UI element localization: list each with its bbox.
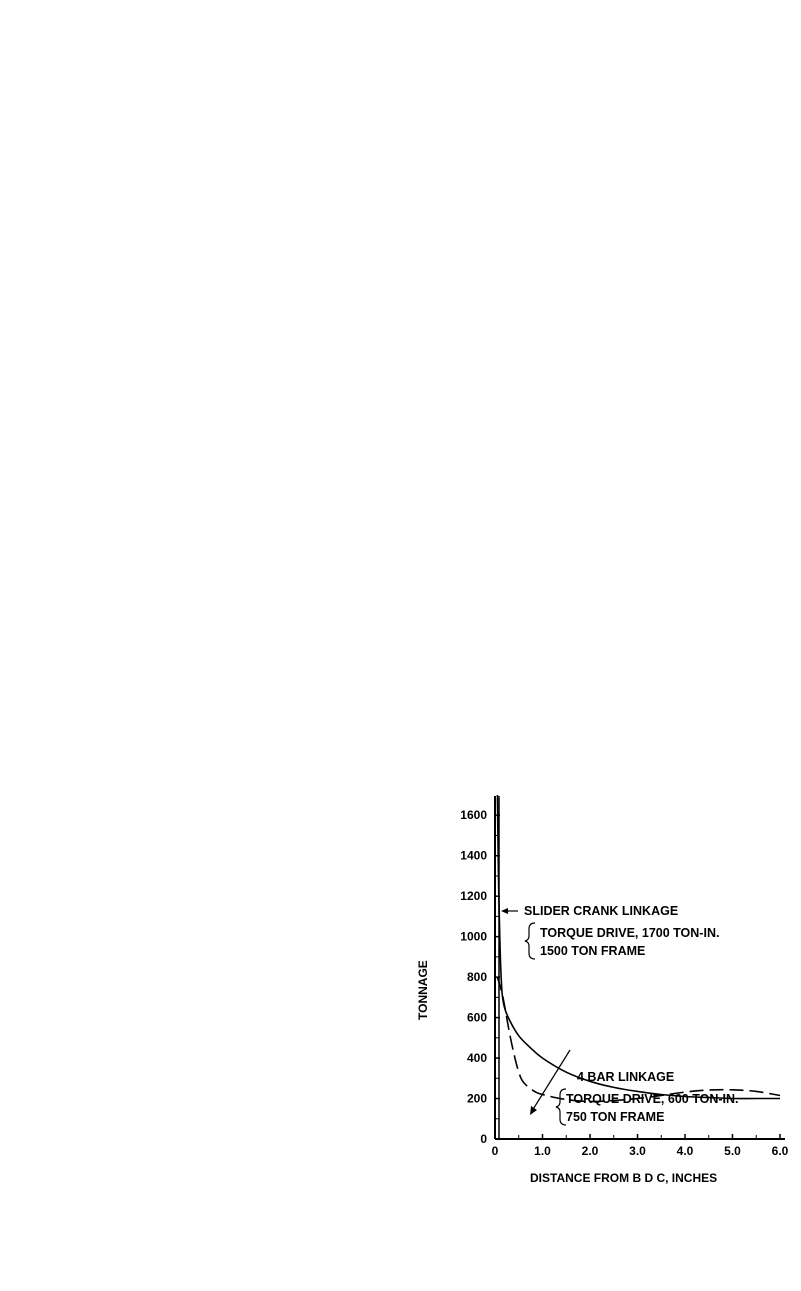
x-tick-label: 4.0 bbox=[676, 1144, 694, 1158]
four-bar-arrowhead bbox=[530, 1106, 537, 1115]
annotation-4-bar bbox=[530, 1050, 739, 1125]
slider-crank-brace bbox=[525, 923, 535, 959]
slider-crank-arrowhead bbox=[501, 908, 508, 914]
annotation-slider-crank bbox=[501, 904, 719, 959]
y-tick-label: 200 bbox=[466, 1091, 487, 1106]
x-tick-label: 5.0 bbox=[724, 1144, 741, 1158]
x-tick-label: 2.0 bbox=[581, 1144, 599, 1158]
four-bar-leader-line bbox=[532, 1050, 570, 1111]
four-bar-label: 4 BAR LINKAGE bbox=[577, 1070, 675, 1084]
y-tick-label: 0 bbox=[480, 1132, 487, 1146]
slider-crank-frame-label: 1500 TON FRAME bbox=[540, 944, 646, 958]
four-bar-frame-label: 750 TON FRAME bbox=[566, 1110, 665, 1124]
slider-crank-drive-label: TORQUE DRIVE, 1700 TON-IN. bbox=[540, 926, 720, 940]
x-tick-label: 0 bbox=[491, 1144, 499, 1158]
y-tick-label: 400 bbox=[466, 1051, 487, 1066]
x-tick-label: 3.0 bbox=[629, 1144, 646, 1158]
y-tick-label: 1000 bbox=[460, 929, 487, 944]
y-tick-label: 600 bbox=[466, 1010, 487, 1025]
x-tick-label: 1.0 bbox=[534, 1144, 551, 1158]
four-bar-brace bbox=[556, 1089, 566, 1125]
x-tick-label: 6.0 bbox=[771, 1144, 789, 1158]
y-tick-label: 1400 bbox=[460, 848, 487, 863]
y-tick-label: 800 bbox=[466, 970, 487, 985]
y-tick-label: 1200 bbox=[460, 889, 487, 904]
slider-crank-label: SLIDER CRANK LINKAGE bbox=[524, 904, 679, 918]
y-tick-label: 1600 bbox=[460, 808, 487, 823]
x-ticks bbox=[492, 1134, 789, 1158]
y-axis-title: TONNAGE bbox=[416, 960, 430, 1020]
four-bar-drive-label: TORQUE DRIVE, 600 TON-IN. bbox=[566, 1092, 739, 1106]
x-axis-title: DISTANCE FROM B D C, INCHES bbox=[530, 1171, 718, 1185]
